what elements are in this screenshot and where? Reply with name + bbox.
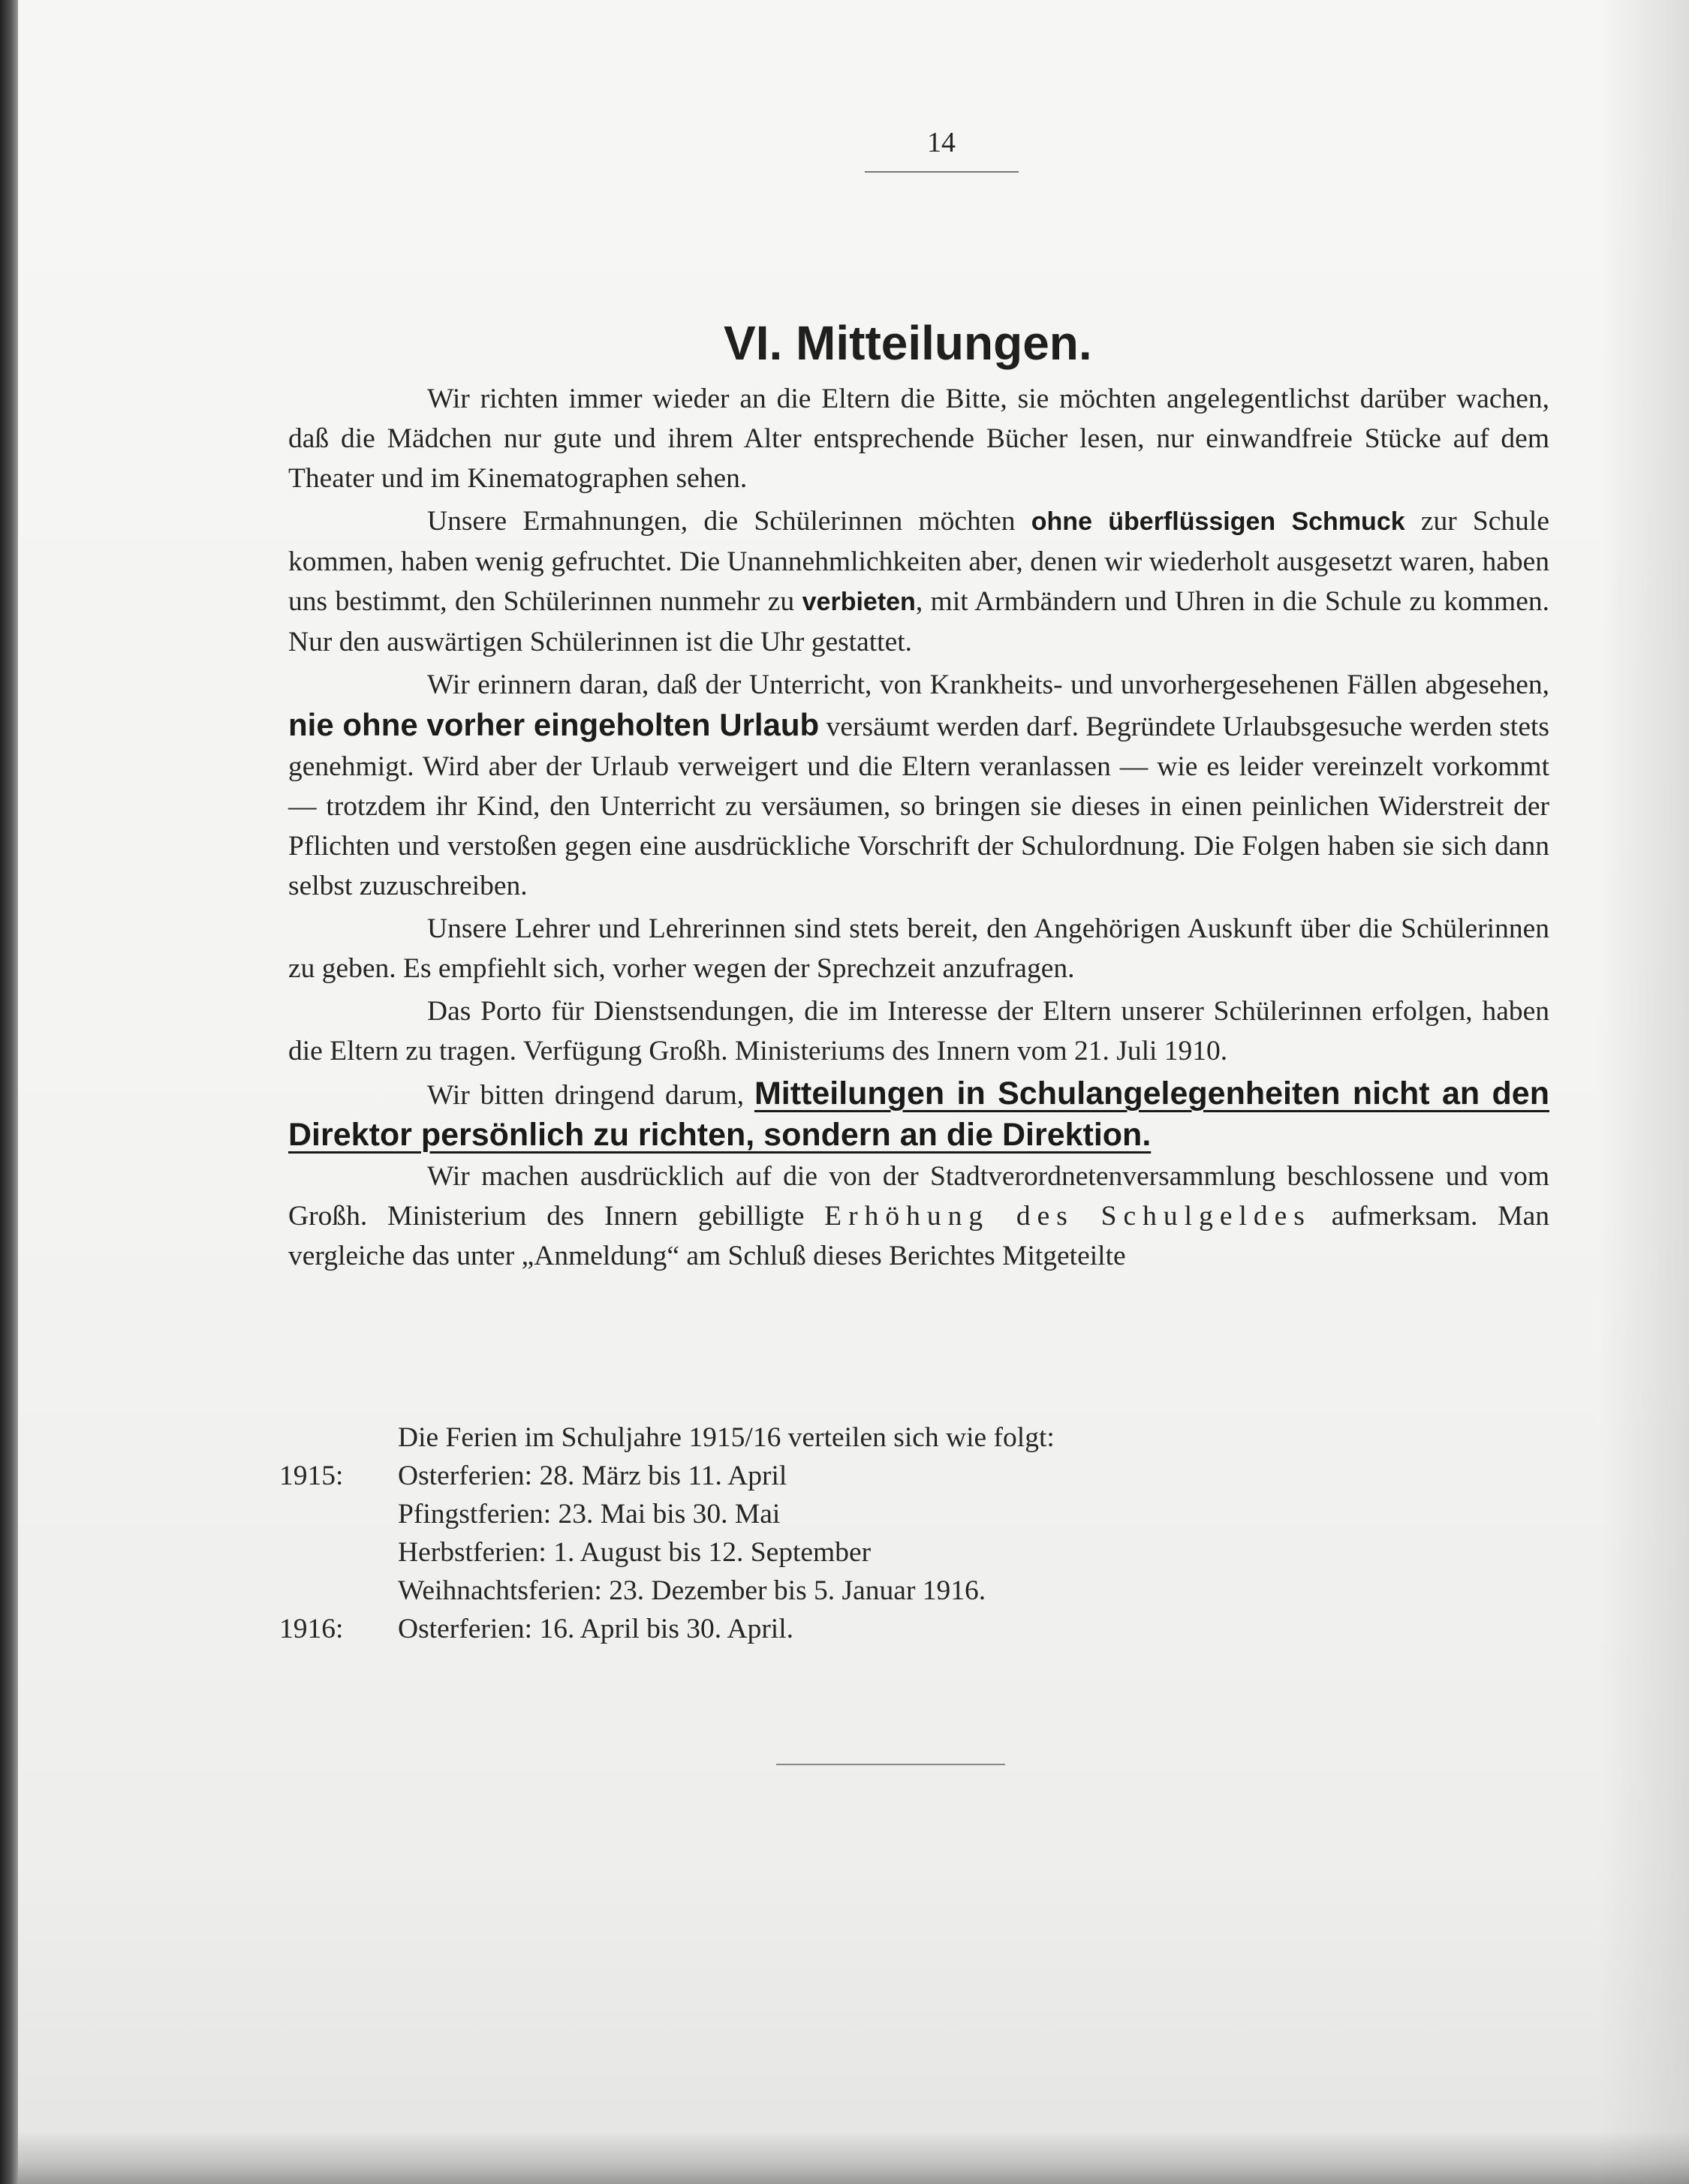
holiday-year: 1916: xyxy=(279,1614,344,1644)
paragraph-postage: Das Porto für Dienstsendungen, die im Interesse der Eltern unserer Schülerinnen erfolgen, haben die Eltern zu tragen. Verfügung Großh. Ministeriums des Innern vom 21. Juli 1910. xyxy=(288,996,1549,1066)
paragraph-direction xyxy=(288,1074,1549,1157)
holiday-entry: Osterferien: 16. April bis 30. April. xyxy=(398,1614,794,1644)
para2-text-e: , mit Armbändern und Uhren in die Schule zu kommen. Nur den auswärtigen Schülerinnen ist die Uhr gestattet. xyxy=(288,586,1549,657)
holiday-row xyxy=(279,1572,1405,1610)
section-heading: VI. Mitteilungen. xyxy=(724,316,1092,370)
holiday-row xyxy=(279,1495,1405,1533)
para7-text-c: aufmerksam. Man vergleiche das unter „Anmeldung“ am Schluß dieses Berichtes Mitgeteilte xyxy=(288,1201,1549,1271)
holiday-entry: Herbstferien: 1. August bis 12. September xyxy=(398,1537,872,1568)
underlined-notice: Mitteilungen in Schulangelegenheiten nicht an den Direktor persönlich zu richten, sondern an die Direktion. xyxy=(288,1075,1549,1153)
body-text xyxy=(288,379,1549,1276)
emphasis-no-jewelry: ohne überflüssigen Schmuck xyxy=(1031,507,1405,536)
emphasis-leave: nie ohne vorher eingeholten Urlaub xyxy=(288,707,820,742)
paragraph-reading: Wir richten immer wieder an die Eltern die Bitte, sie möchten angelegentlichst darüber wachen, daß die Mädchen nur gute und ihrem Alter entsprechende Bücher lesen, nur einwandfreie Stücke auf dem Theater und im Kinematographen sehen. xyxy=(288,384,1549,494)
holiday-row xyxy=(279,1610,1405,1648)
para3-text-a: Wir erinnern daran, daß der Unterricht, von Krankheits- und unvorhergesehenen Fällen abgesehen, xyxy=(427,669,1549,700)
holiday-year: 1915: xyxy=(279,1461,344,1491)
spaced-fee-increase: Erhöhung des Schulgeldes xyxy=(824,1201,1311,1232)
page-curl-shadow xyxy=(1599,0,1689,2184)
page-number: 14 xyxy=(927,127,956,158)
document-page xyxy=(18,0,1689,2184)
holiday-intro-row xyxy=(279,1418,1405,1457)
para3-text-c: versäumt werden darf. Begründete Urlaubsgesuche werden stets genehmigt. Wird aber der Urlaub verweigert und die Eltern veranlassen — wie es leider vereinzelt vorkommt — trotzdem ihr Kind, den Unterricht zu versäumen, so bringen sie dieses in einen peinlichen Widerstreit der Pflichten und verstoßen gegen eine ausdrückliche Vorschrift der Schulordnung. Die Folgen haben sie sich dann selbst zuzuschreiben. xyxy=(288,711,1549,901)
para6-text-a: Wir bitten dringend darum, xyxy=(427,1080,754,1111)
para7-text-a: Wir machen ausdrücklich auf die von der Stadtverordnetenversammlung beschlossene und vom Großh. Ministerium des Innern gebilligte xyxy=(288,1161,1549,1232)
holiday-entry: Osterferien: 28. März bis 11. April xyxy=(398,1461,787,1491)
closing-rule xyxy=(776,1764,1005,1765)
emphasis-forbid: verbieten xyxy=(802,588,916,616)
holiday-schedule xyxy=(279,1418,1405,1648)
paragraph-teachers: Unsere Lehrer und Lehrerinnen sind stets bereit, den Angehörigen Auskunft über die Schülerinnen zu geben. Es empfiehlt sich, vorher wegen der Sprechzeit anzufragen. xyxy=(288,913,1549,984)
scan-bottom-shadow xyxy=(18,2131,1689,2184)
book-binding-edge xyxy=(0,0,18,2184)
holiday-intro: Die Ferien im Schuljahre 1915/16 verteilen sich wie folgt: xyxy=(398,1422,1055,1453)
holiday-row xyxy=(279,1457,1405,1495)
paragraph-fees xyxy=(288,1157,1549,1276)
holiday-entry: Weihnachtsferien: 23. Dezember bis 5. Januar 1916. xyxy=(398,1575,986,1606)
para2-text-c: zur Schule kommen, haben wenig gefruchtet. Die Unannehmlichkeiten aber, denen wir wiederholt ausgesetzt waren, haben uns bestimmt, den Schülerinnen nunmehr zu xyxy=(288,506,1549,617)
paragraph-absence xyxy=(288,665,1549,906)
header-rule xyxy=(865,171,1019,173)
holiday-row xyxy=(279,1533,1405,1572)
para2-text-a: Unsere Ermahnungen, die Schülerinnen möchten xyxy=(427,506,1031,537)
holiday-entry: Pfingstferien: 23. Mai bis 30. Mai xyxy=(398,1499,781,1530)
paragraph-jewelry xyxy=(288,501,1549,662)
